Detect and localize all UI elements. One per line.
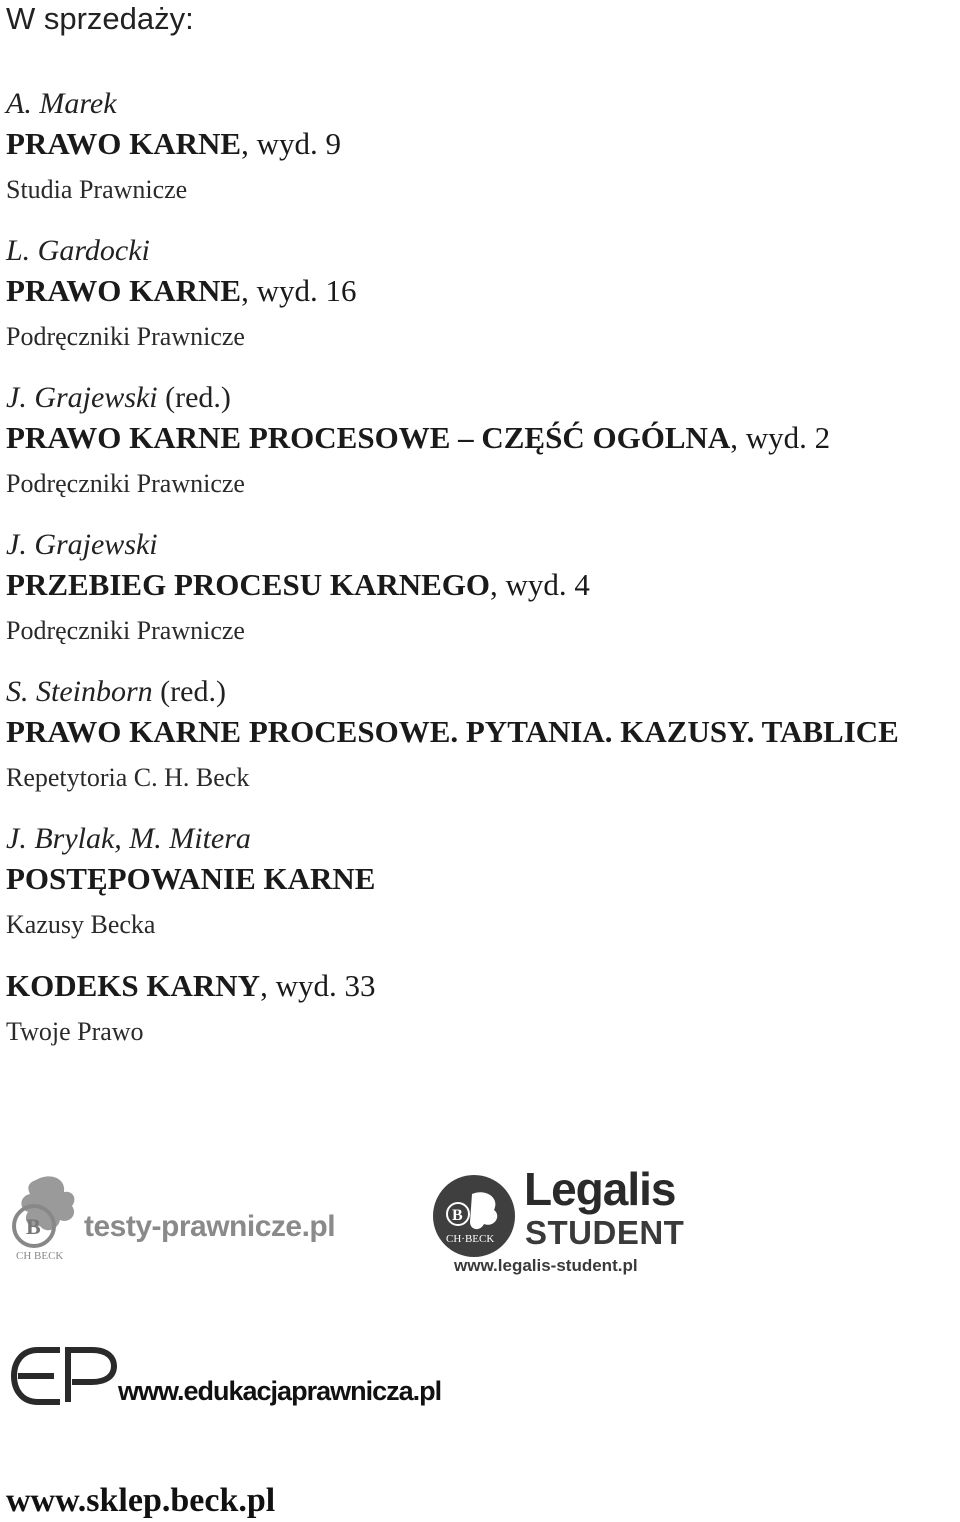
book-author: L. Gardocki [6, 234, 150, 267]
book-series: Podręczniki Prawnicze [6, 322, 245, 351]
book-entry [6, 231, 356, 355]
legalis-sub: STUDENT [525, 1214, 685, 1251]
chbeck-badge-icon [432, 1174, 516, 1258]
book-title: PRAWO KARNE PROCESOWE. PYTANIA. KAZUSY. TABLICE [6, 714, 899, 749]
svg-text:B: B [26, 1214, 41, 1239]
book-series: Twoje Prawo [6, 1017, 144, 1046]
book-title: POSTĘPOWANIE KARNE [6, 861, 376, 896]
shop-url: www.sklep.beck.pl [6, 1482, 276, 1519]
book-title: PRAWO KARNE, wyd. 9 [6, 126, 341, 161]
book-series: Kazusy Becka [6, 910, 156, 939]
legalis-brand: Legalis [524, 1163, 676, 1215]
book-series: Podręczniki Prawnicze [6, 469, 245, 498]
book-author: J. Grajewski (red.) [6, 381, 231, 414]
book-title: PRAWO KARNE PROCESOWE – CZĘŚĆ OGÓLNA, wyd. 2 [6, 420, 831, 455]
book-author: J. Grajewski [6, 528, 158, 561]
testy-prawnicze-logo [6, 1168, 346, 1274]
edukacja-url: www.edukacjaprawnicza.pl [118, 1376, 442, 1406]
book-series: Studia Prawnicze [6, 175, 188, 204]
book-entry [6, 966, 375, 1050]
legalis-url: www.legalis-student.pl [454, 1256, 638, 1275]
legalis-student-logo [432, 1163, 732, 1276]
book-series: Repetytoria C. H. Beck [6, 763, 250, 792]
svg-text:CH·BECK: CH·BECK [446, 1233, 495, 1245]
testy-url: testy-prawnicze.pl [84, 1210, 336, 1243]
book-entry [6, 819, 375, 943]
book-entry [6, 672, 899, 796]
book-entry [6, 84, 341, 208]
page-heading: W sprzedaży: [6, 1, 194, 36]
svg-text:B: B [452, 1207, 463, 1224]
book-entry [6, 525, 590, 649]
book-author: S. Steinborn (red.) [6, 675, 226, 708]
ep-logo-icon [10, 1344, 120, 1408]
book-title: PRZEBIEG PROCESU KARNEGO, wyd. 4 [6, 567, 590, 602]
book-title: PRAWO KARNE, wyd. 16 [6, 273, 357, 308]
book-title: KODEKS KARNY, wyd. 33 [6, 968, 376, 1003]
book-author: A. Marek [6, 87, 117, 120]
book-author: J. Brylak, M. Mitera [6, 822, 251, 855]
book-entry [6, 378, 830, 502]
chbeck-mark: CH BECK [16, 1250, 64, 1262]
book-series: Podręczniki Prawnicze [6, 616, 245, 645]
